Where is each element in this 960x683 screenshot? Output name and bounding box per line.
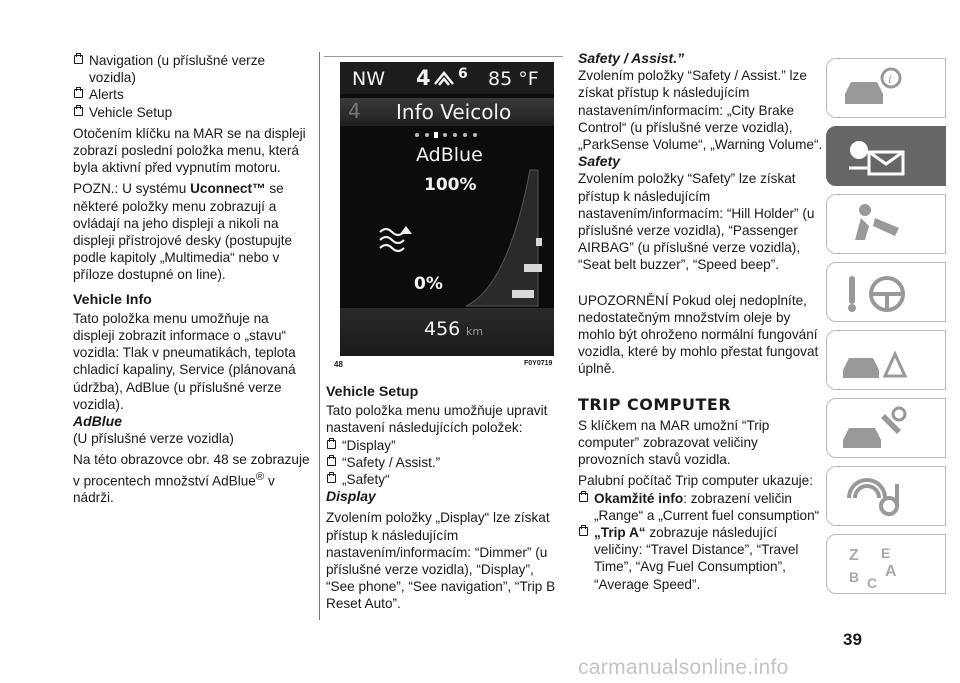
seat-airbag-icon [835, 196, 915, 252]
checkbox-bullet-icon [579, 527, 588, 536]
heading-vehicle-setup: Vehicle Setup [326, 384, 419, 400]
submenu-title: AdBlue [416, 144, 483, 166]
svg-text:B: B [849, 569, 860, 585]
chapter-tab[interactable] [826, 194, 946, 254]
gear-indicator: 4 [416, 66, 431, 90]
outside-temperature: 85 °F [488, 68, 539, 90]
figure-top-rule [324, 56, 563, 57]
figure-code: F0Y0719 [524, 360, 553, 367]
gauge-segment [536, 238, 542, 246]
paragraph: Palubní počítač Trip computer ukazuje: [578, 473, 813, 489]
chapter-tab[interactable] [826, 330, 946, 390]
note-paragraph: POZN.: U systému Uconnect™ se některé položky menu zobrazují a ovládají na jeho displeji a nikoli na displeji přístrojové desky (postupujte podle kapitoly „Multimedia“ nebo v příloze dostupné on line). [73, 181, 293, 283]
checkbox-bullet-icon [74, 107, 83, 116]
column-divider [319, 52, 320, 620]
warning-paragraph: UPOZORNĚNÍ Pokud olej nedoplníte, nedostatečným množstvím oleje by mohlo být ohroženo normální fungování vozidla, které by mohlo přestat fungovat úplně. [578, 292, 819, 377]
svg-text:Z: Z [849, 547, 859, 564]
svg-text:A: A [885, 563, 897, 580]
svg-text:i: i [888, 71, 892, 86]
heading-trip-computer: TRIP COMPUTER [578, 394, 732, 414]
figure-number: 48 [334, 360, 343, 369]
column-right [578, 50, 824, 593]
list-item: Navigation (u příslušné verze vozidla) [73, 52, 313, 86]
list-item: “Safety / Assist.” [326, 454, 564, 471]
range-value: 456 [424, 318, 461, 340]
gear-shift-icon [433, 70, 455, 86]
page-indicator-dots [414, 130, 484, 140]
checkbox-bullet-icon [579, 493, 588, 502]
paragraph: Tato položka menu umožňuje na displeji zobrazit informace o „stavu“ vozidla: Tlak v pneumatikách, teplota chladicí kapaliny, Service (plánovaná údržba), AdBlue (u příslušné verze vozidla). [73, 310, 296, 412]
list-item: „Trip A“ zobrazuje následující veličiny: “Travel Distance”, “Travel Time”, “Avg Fuel Consumption”, “Average Speed”. [578, 524, 824, 593]
checkbox-bullet-icon [327, 440, 336, 449]
chapter-tab[interactable] [826, 126, 946, 186]
level-empty-label: 0% [414, 274, 443, 294]
dashboard-display-figure [340, 62, 554, 356]
warning-light-envelope-icon [835, 128, 915, 184]
chapter-tab[interactable] [826, 58, 946, 118]
adblue-fluid-icon [376, 222, 416, 258]
multimedia-icon [835, 468, 915, 524]
heading-display: Display [326, 488, 376, 505]
gauge-segment [512, 290, 534, 298]
chapter-tab[interactable] [826, 466, 946, 526]
svg-text:E: E [881, 545, 891, 561]
heading-safety-assist: Safety / Assist.” [578, 50, 685, 66]
chapter-tab[interactable] [826, 398, 946, 458]
list-item: Vehicle Setup [73, 104, 313, 121]
watermark: carmanualsonline.info [578, 656, 789, 679]
compass-direction: NW [352, 68, 385, 90]
car-breakdown-icon [835, 332, 915, 388]
car-info-icon [835, 60, 915, 116]
paragraph: Zvolením položky “Safety” lze získat přístup k následujícím nastavením/informacím: “Hill Holder” (u příslušné verze vozidla), “Passenger AIRBAG” (u příslušné verze vozidla), “Seat belt buzzer”, “Speed beep”. [578, 171, 815, 273]
checkbox-bullet-icon [327, 474, 336, 483]
paragraph: Zvolením položky „Display“ lze získat přístup k následujícím nastavením/informacím: “Dimmer” (u příslušné verze vozidla), “Display”, “See phone”, “See navigation”, “Trip B Reset Auto”. [326, 510, 556, 612]
adblue-level-gauge [452, 166, 542, 316]
heading-vehicle-info: Vehicle Info [73, 291, 152, 308]
checkbox-bullet-icon [327, 457, 336, 466]
list-item: Alerts [73, 86, 313, 103]
list-item: „Safety“ [326, 471, 564, 488]
chapter-tab[interactable] [826, 262, 946, 322]
chapter-tab[interactable] [826, 534, 946, 594]
page-number: 39 [843, 630, 862, 649]
paragraph: Otočením klíčku na MAR se na displeji zobrazí poslední položka menu, která byla aktivní před vypnutím motoru. [73, 125, 306, 176]
svg-text:C: C [867, 575, 878, 591]
checkbox-bullet-icon [74, 55, 83, 64]
gauge-segment [524, 264, 542, 272]
range-unit: km [466, 325, 484, 338]
uconnect-brand: Uconnect™ [190, 181, 266, 197]
gear-suggestion: 6 [458, 66, 468, 82]
list-item: “Display” [326, 437, 564, 454]
heading-safety: Safety [578, 153, 621, 170]
alphabet-index-icon [835, 536, 915, 592]
column-middle [326, 384, 564, 613]
menu-item-number: 4 [348, 99, 361, 123]
paragraph: (U příslušné verze vozidla) [73, 431, 234, 447]
key-steering-wheel-icon [835, 264, 915, 320]
menu-title: Info Veicolo [396, 100, 512, 124]
paragraph: Tato položka menu umožňuje upravit nastavení následujících položek: [326, 403, 548, 436]
list-item: Okamžité info: zobrazení veličin „Range“ a „Current fuel consumption“ [578, 490, 824, 524]
checkbox-bullet-icon [74, 89, 83, 98]
car-tools-icon [835, 400, 915, 456]
paragraph: S klíčkem na MAR umožní “Trip computer” zobrazovat veličiny provozních stavů vozidla. [578, 417, 770, 468]
column-left [73, 52, 313, 507]
paragraph: Na této obrazovce obr. 48 se zobrazuje v procentech množství AdBlue® v nádrži. [73, 452, 310, 506]
level-full-label: 100% [424, 175, 477, 195]
paragraph: Zvolením položky “Safety / Assist.” lze získat přístup k následujícím nastavením/informacím: „City Brake Control“ (u příslušné verze vozidla), „ParkSense Volume“, „Warning Volume“. [578, 68, 823, 153]
heading-adblue: AdBlue [73, 413, 122, 430]
